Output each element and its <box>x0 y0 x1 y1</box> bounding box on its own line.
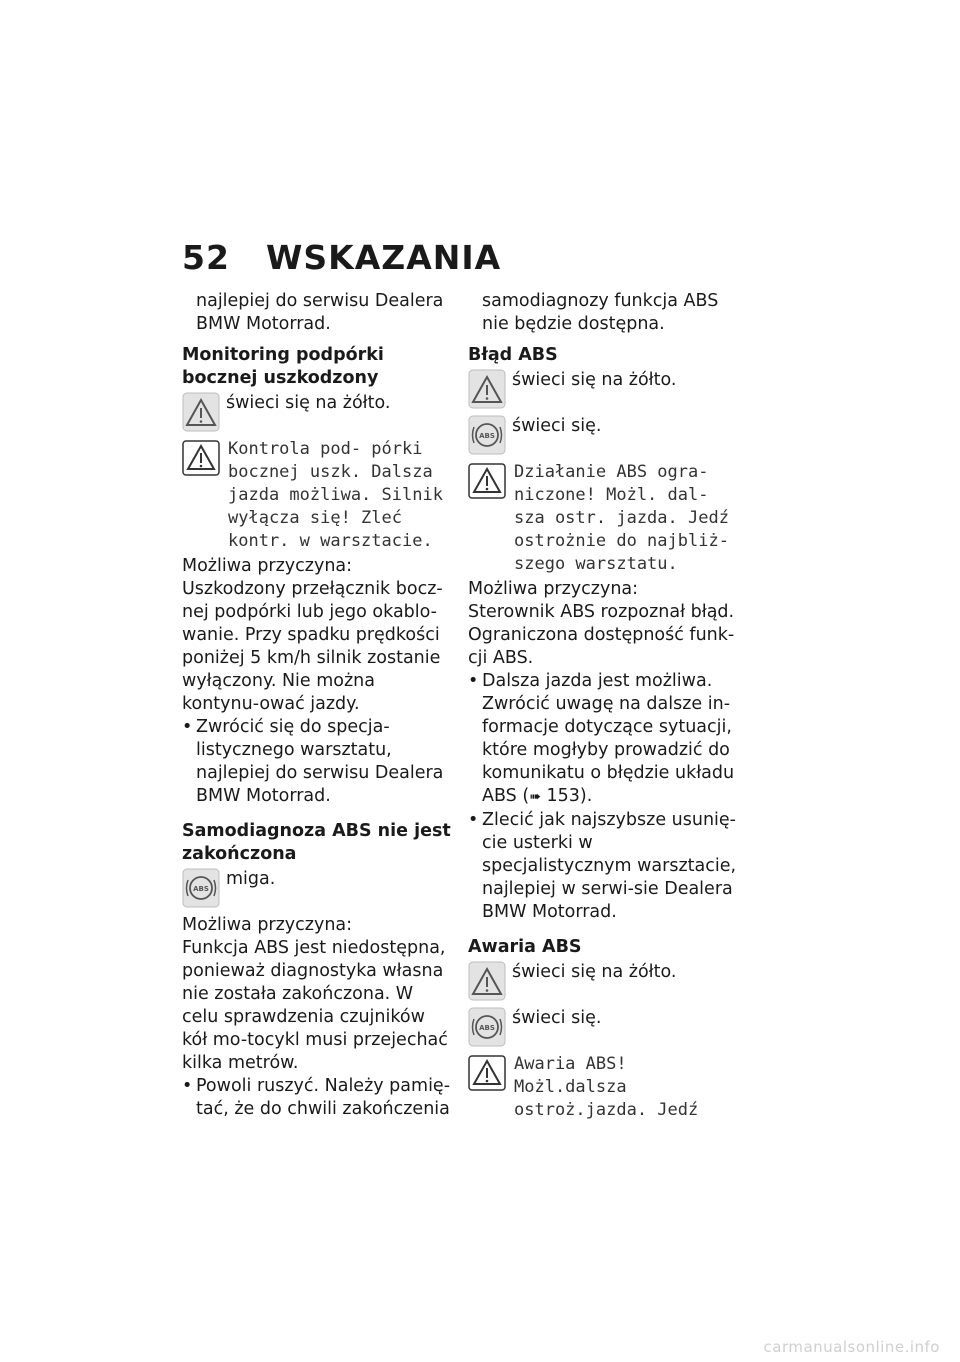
page-reference[interactable]: 153). <box>546 786 593 806</box>
indicator-row <box>468 961 738 1005</box>
display-message: Kontrola pod- pórki bocznej uszk. Dalsza jazda możliwa. Silnik wyłącza się! Zleć kontr. w warsztacie. <box>228 439 443 551</box>
action-list <box>182 1075 452 1121</box>
list-item-text: Dalsza jazda jest możliwa. Zwrócić uwagę na dalsze in-formacje dotyczące sytuacji, które mogłyby prowadzić do komunikatu o błędzie układu ABS <box>482 671 735 806</box>
warning-triangle-icon <box>182 438 220 478</box>
indicator-text: świeci się. <box>512 416 602 436</box>
indicator-text: miga. <box>226 869 276 889</box>
section-heading-abs-selfdiagnosis: Samodiagnoza ABS nie jest zakończona <box>182 821 451 864</box>
indicator-text: świeci się na żółto. <box>512 370 677 390</box>
page-title: WSKAZANIA <box>266 238 502 277</box>
action-list <box>182 716 452 808</box>
left-column <box>182 290 452 1121</box>
action-list <box>468 670 738 924</box>
warning-triangle-icon <box>468 1053 506 1093</box>
watermark: carmanualsonline.info <box>763 1338 940 1356</box>
list-item: • Zlecić jak najszybsze usunię-cie usterki w specjalistycznym warsztacie, najlepiej w serwi-sie Dealera BMW Motorrad. <box>468 809 738 924</box>
continued-text: samodiagnozy funkcja ABS nie będzie dostępna. <box>482 291 719 334</box>
display-message-row <box>182 438 452 553</box>
indicator-text: świeci się na żółto. <box>512 962 677 982</box>
abs-icon <box>182 868 220 908</box>
indicator-row <box>468 1007 738 1051</box>
cause-label: Możliwa przyczyna: <box>468 579 639 599</box>
display-message: Działanie ABS ogra- niczone! Możl. dal- sza ostr. jazda. Jedź ostrożnie do najbliż- szego warsztatu. <box>514 462 729 574</box>
warning-triangle-icon <box>468 369 506 409</box>
display-message-row <box>468 461 738 576</box>
display-message: Awaria ABS! Możl.dalsza ostroż.jazda. Jedź <box>514 1054 699 1120</box>
svg-text:ABS: ABS <box>193 885 209 893</box>
indicator-row <box>468 369 738 413</box>
list-item: • Dalsza jazda jest możliwa. Zwrócić uwagę na dalsze in-formacje dotyczące sytuacji, które mogłyby prowadzić do komunikatu o błędzie układu ABS (➠ 153). <box>468 670 738 809</box>
continued-text: najlepiej do serwisu Dealera BMW Motorrad. <box>196 291 444 334</box>
abs-icon <box>468 415 506 455</box>
cause-text: Uszkodzony przełącznik bocz-nej podpórki lub jego okablo-wanie. Przy spadku prędkości poniżej 5 km/h silnik zostanie wyłączony. Nie można kontynu-ować jazdy. <box>182 579 443 714</box>
section-heading-abs-error: Błąd ABS <box>468 345 558 365</box>
warning-triangle-icon <box>468 961 506 1001</box>
indicator-text: świeci się. <box>512 1008 602 1028</box>
indicator-row <box>182 868 452 912</box>
page-number: 52 <box>182 238 230 277</box>
abs-icon <box>468 1007 506 1047</box>
page-header <box>182 238 501 277</box>
section-heading-side-stand: Monitoring podpórki bocznej uszkodzony <box>182 345 384 388</box>
list-item: • Zwrócić się do specja-listycznego warsztatu, najlepiej do serwisu Dealera BMW Motorrad. <box>182 716 452 808</box>
indicator-row <box>468 415 738 459</box>
svg-text:ABS: ABS <box>479 432 495 440</box>
reference-arrow-icon: ➠ <box>529 789 541 805</box>
indicator-text: świeci się na żółto. <box>226 393 391 413</box>
indicator-row <box>182 392 452 436</box>
cause-text: Funkcja ABS jest niedostępna, ponieważ diagnostyka własna nie została zakończona. W celu sprawdzenia czujników kół mo-tocykl musi przejechać kilka metrów. <box>182 938 448 1073</box>
right-column <box>468 290 738 1124</box>
cause-text: Sterownik ABS rozpoznał błąd. Ograniczona dostępność funk-cji ABS. <box>468 602 735 668</box>
warning-triangle-icon <box>182 392 220 432</box>
warning-triangle-icon <box>468 461 506 501</box>
display-message-row <box>468 1053 738 1122</box>
svg-text:ABS: ABS <box>479 1024 495 1032</box>
section-heading-abs-failure: Awaria ABS <box>468 937 582 957</box>
cause-label: Możliwa przyczyna: <box>182 556 353 576</box>
cause-label: Możliwa przyczyna: <box>182 915 353 935</box>
list-item: • Powoli ruszyć. Należy pamię-tać, że do chwili zakończenia <box>182 1075 452 1121</box>
